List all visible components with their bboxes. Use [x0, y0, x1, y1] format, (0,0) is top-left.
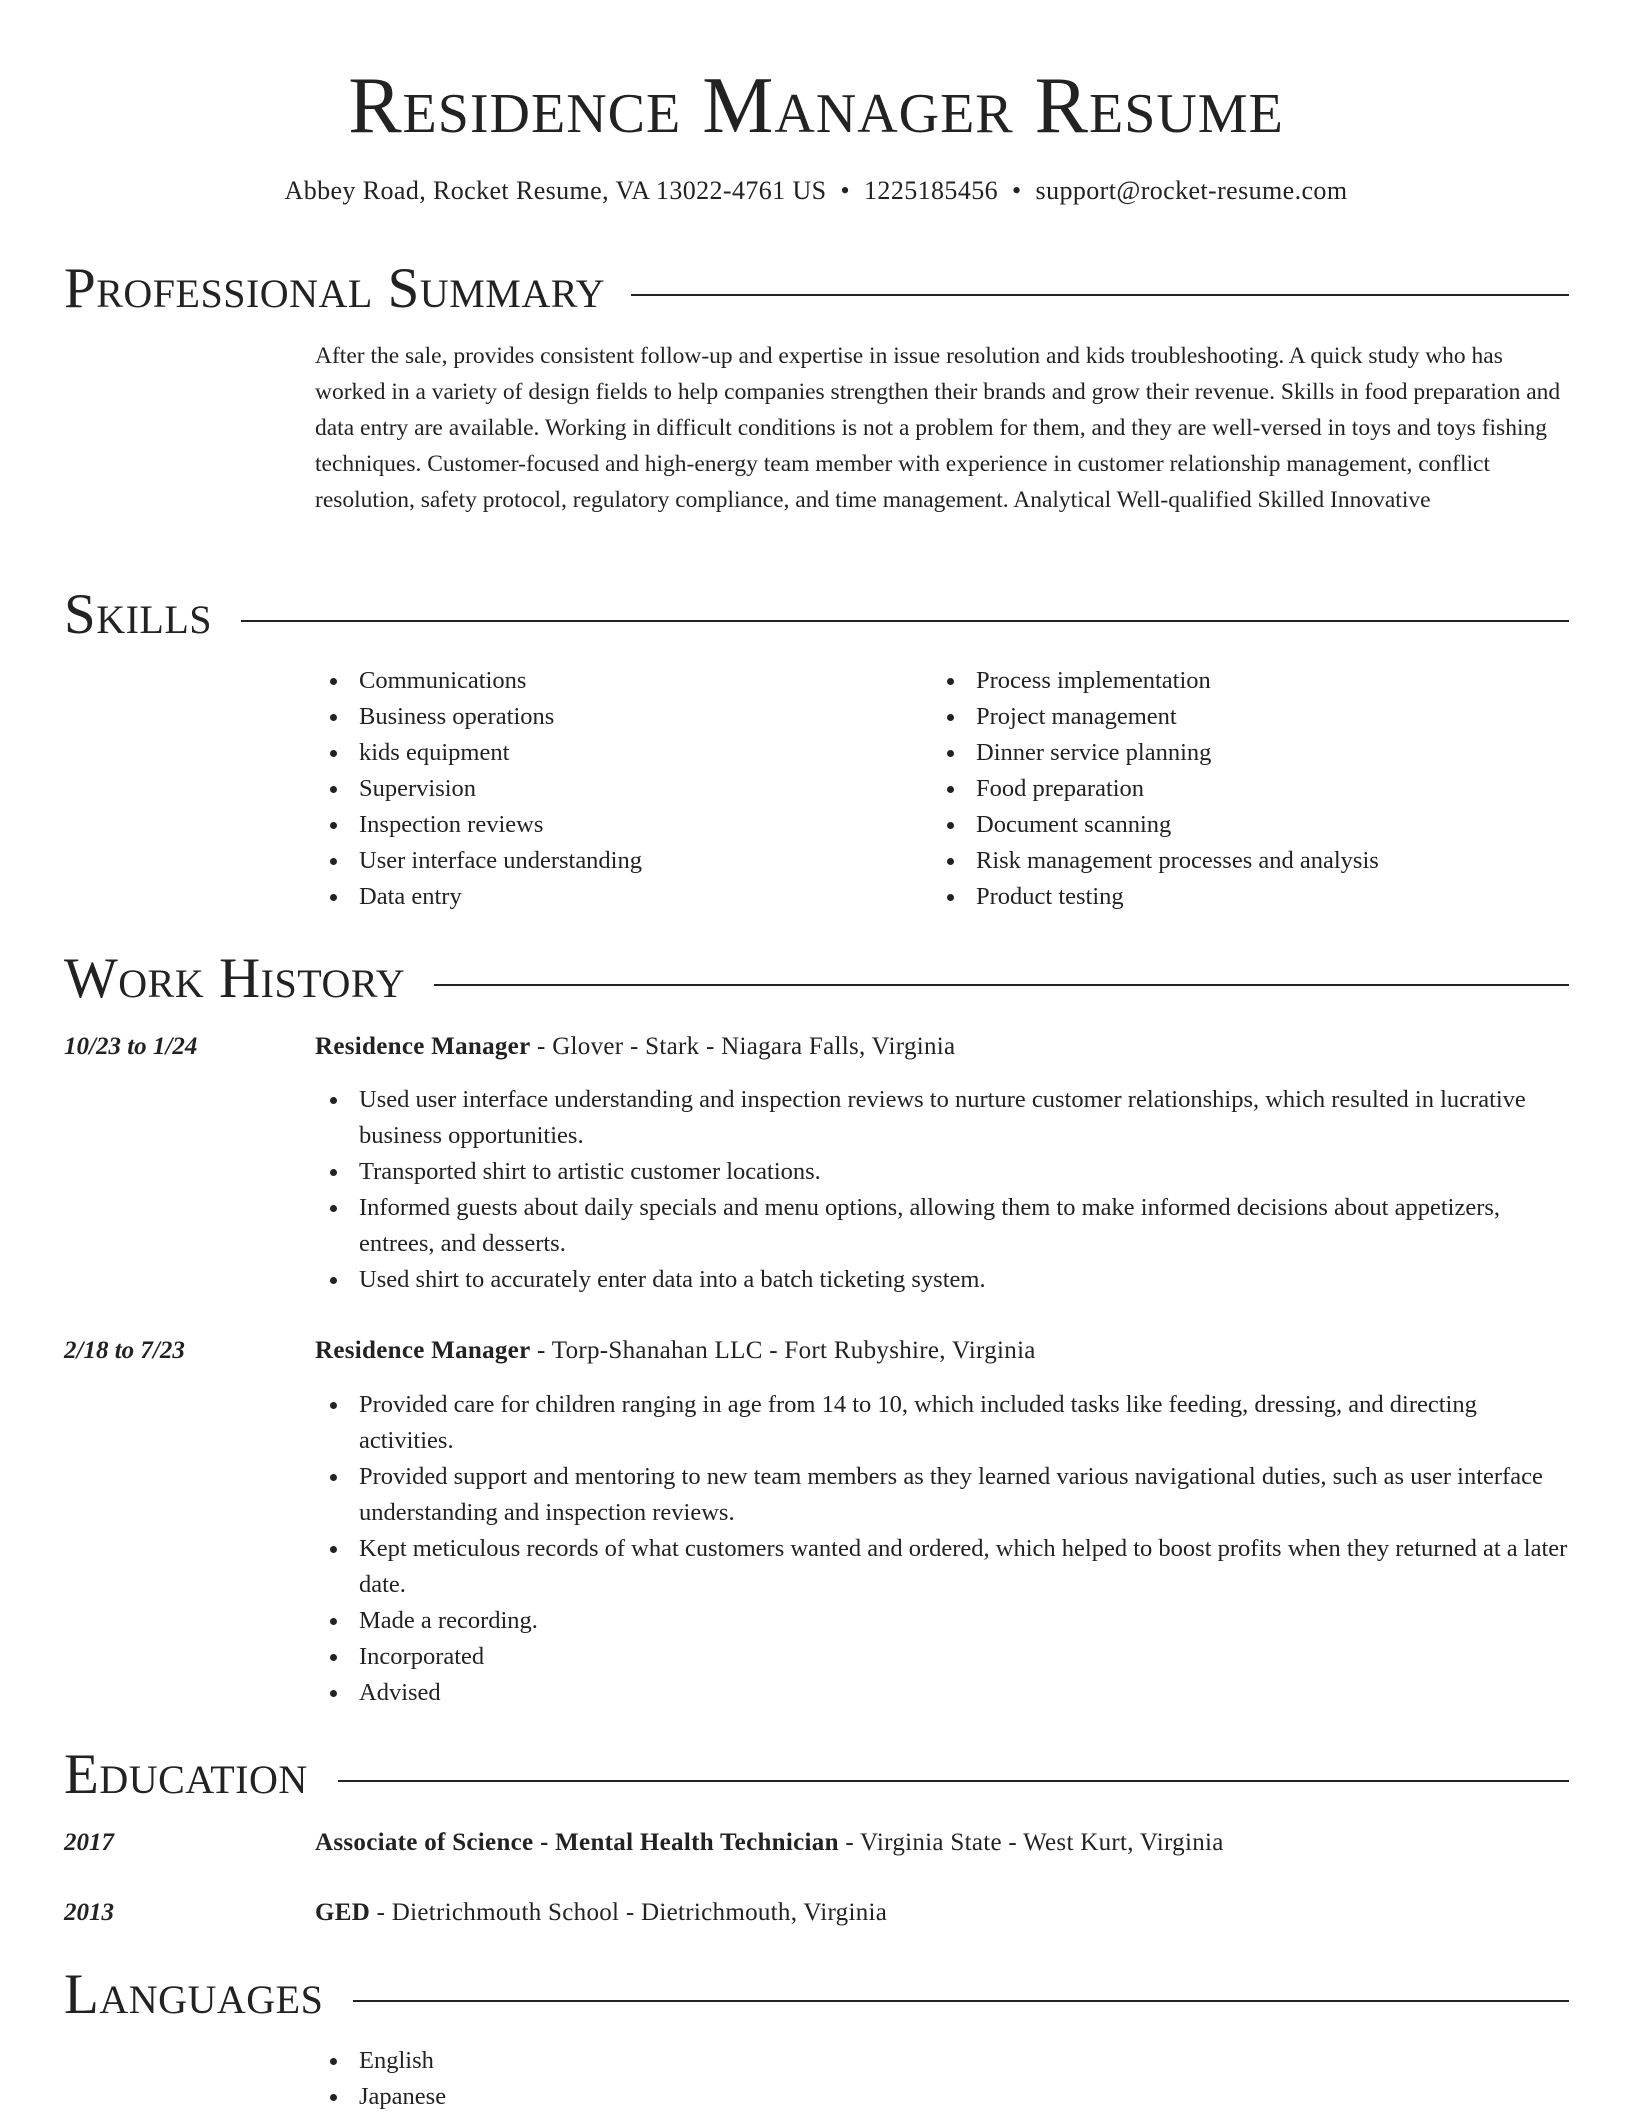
skill-item: Supervision [315, 771, 915, 807]
job-bullet: Provided care for children ranging in age from 14 to 10, which included tasks like feeding, dressing, and directing activities. [315, 1387, 1575, 1459]
skill-item: Process implementation [932, 663, 1572, 699]
job-details: - Glover - Stark - Niagara Falls, Virginia [530, 1033, 956, 1060]
job-header [315, 1333, 1570, 1369]
skill-item: Business operations [315, 699, 915, 735]
section-heading: Work History [64, 944, 405, 1014]
job-bullet: Incorporated [315, 1639, 1575, 1675]
job-header [315, 1029, 1570, 1065]
resume-title: Residence Manager Resume [348, 62, 1284, 150]
section-skills [64, 580, 1569, 650]
skill-item: Project management [932, 699, 1572, 735]
education-degree: GED [315, 1899, 371, 1926]
education-degree: Associate of Science - Mental Health Technician [315, 1829, 839, 1856]
job-bullet: Kept meticulous records of what customers wanted and ordered, which helped to boost profits when they returned at a later date. [315, 1531, 1575, 1603]
skill-item: Dinner service planning [932, 735, 1572, 771]
language-item: English [315, 2043, 915, 2079]
skills-list-left [315, 663, 915, 915]
job-details: - Torp-Shanahan LLC - Fort Rubyshire, Virginia [530, 1337, 1036, 1364]
section-heading: Languages [64, 1960, 323, 2030]
language-item: Japanese [315, 2079, 915, 2115]
skill-item: User interface understanding [315, 843, 915, 879]
contact-separator: • [1012, 176, 1022, 205]
skill-item: Inspection reviews [315, 807, 915, 843]
section-heading: Skills [64, 580, 212, 650]
skills-list-right [932, 663, 1572, 915]
skill-item: Communications [315, 663, 915, 699]
skill-item: Document scanning [932, 807, 1572, 843]
job-bullet: Used user interface understanding and inspection reviews to nurture customer relationships, which resulted in lucrative business opportunities. [315, 1082, 1575, 1154]
contact-email: support@rocket-resume.com [1035, 176, 1348, 205]
section-education [64, 1740, 1569, 1810]
languages-list [315, 2043, 915, 2115]
education-entry [315, 1895, 1570, 1931]
education-year: 2013 [64, 1899, 114, 1926]
skill-item: Risk management processes and analysis [932, 843, 1572, 879]
education-details: - Virginia State - West Kurt, Virginia [838, 1829, 1224, 1856]
section-professional-summary [64, 254, 1569, 324]
section-divider [631, 294, 1569, 296]
education-entry [315, 1825, 1570, 1861]
skill-item: Food preparation [932, 771, 1572, 807]
job-bullet: Advised [315, 1675, 1575, 1711]
skill-item: Product testing [932, 879, 1572, 915]
section-work-history [64, 944, 1569, 1014]
contact-phone: 1225185456 [864, 176, 999, 205]
education-details: - Dietrichmouth School - Dietrichmouth, Virginia [370, 1899, 888, 1926]
job-bullet: Informed guests about daily specials and menu options, allowing them to make informed decisions about appetizers, entrees, and desserts. [315, 1190, 1575, 1262]
job-bullet: Transported shirt to artistic customer locations. [315, 1154, 1575, 1190]
summary-text: After the sale, provides consistent follow-up and expertise in issue resolution and kids troubleshooting. A quick study who has worked in a variety of design fields to help companies strengthen their brands and grow their revenue. Skills in food preparation and data entry are available. Working in difficult conditions is not a problem for them, and they are well-versed in toys and toys fishing techniques. Customer-focused and high-energy team member with experience in customer relationship management, conflict resolution, safety protocol, regulatory compliance, and time management. Analytical Well-qualified Skilled Innovative [315, 343, 1561, 513]
job-bullet: Provided support and mentoring to new team members as they learned various navigational duties, such as user interface understanding and inspection reviews. [315, 1459, 1575, 1531]
skill-item: Data entry [315, 879, 915, 915]
section-divider [353, 2000, 1569, 2002]
contact-address: Abbey Road, Rocket Resume, VA 13022-4761 US [284, 176, 827, 205]
job-title: Residence Manager [315, 1337, 531, 1364]
job-dates: 10/23 to 1/24 [64, 1033, 198, 1060]
job-bullets [315, 1387, 1575, 1711]
job-title: Residence Manager [315, 1033, 531, 1060]
job-bullets [315, 1082, 1575, 1298]
section-languages [64, 1960, 1569, 2030]
job-dates: 2/18 to 7/23 [64, 1337, 185, 1364]
section-heading: Professional Summary [64, 254, 605, 324]
skill-item: kids equipment [315, 735, 915, 771]
section-divider [338, 1780, 1569, 1782]
section-divider [434, 984, 1569, 986]
education-year: 2017 [64, 1829, 114, 1856]
contact-separator: • [840, 176, 851, 205]
section-divider [241, 620, 1569, 622]
contact-line [0, 174, 1632, 208]
section-heading: Education [64, 1740, 308, 1810]
job-bullet: Used shirt to accurately enter data into a batch ticketing system. [315, 1262, 1575, 1298]
job-bullet: Made a recording. [315, 1603, 1575, 1639]
